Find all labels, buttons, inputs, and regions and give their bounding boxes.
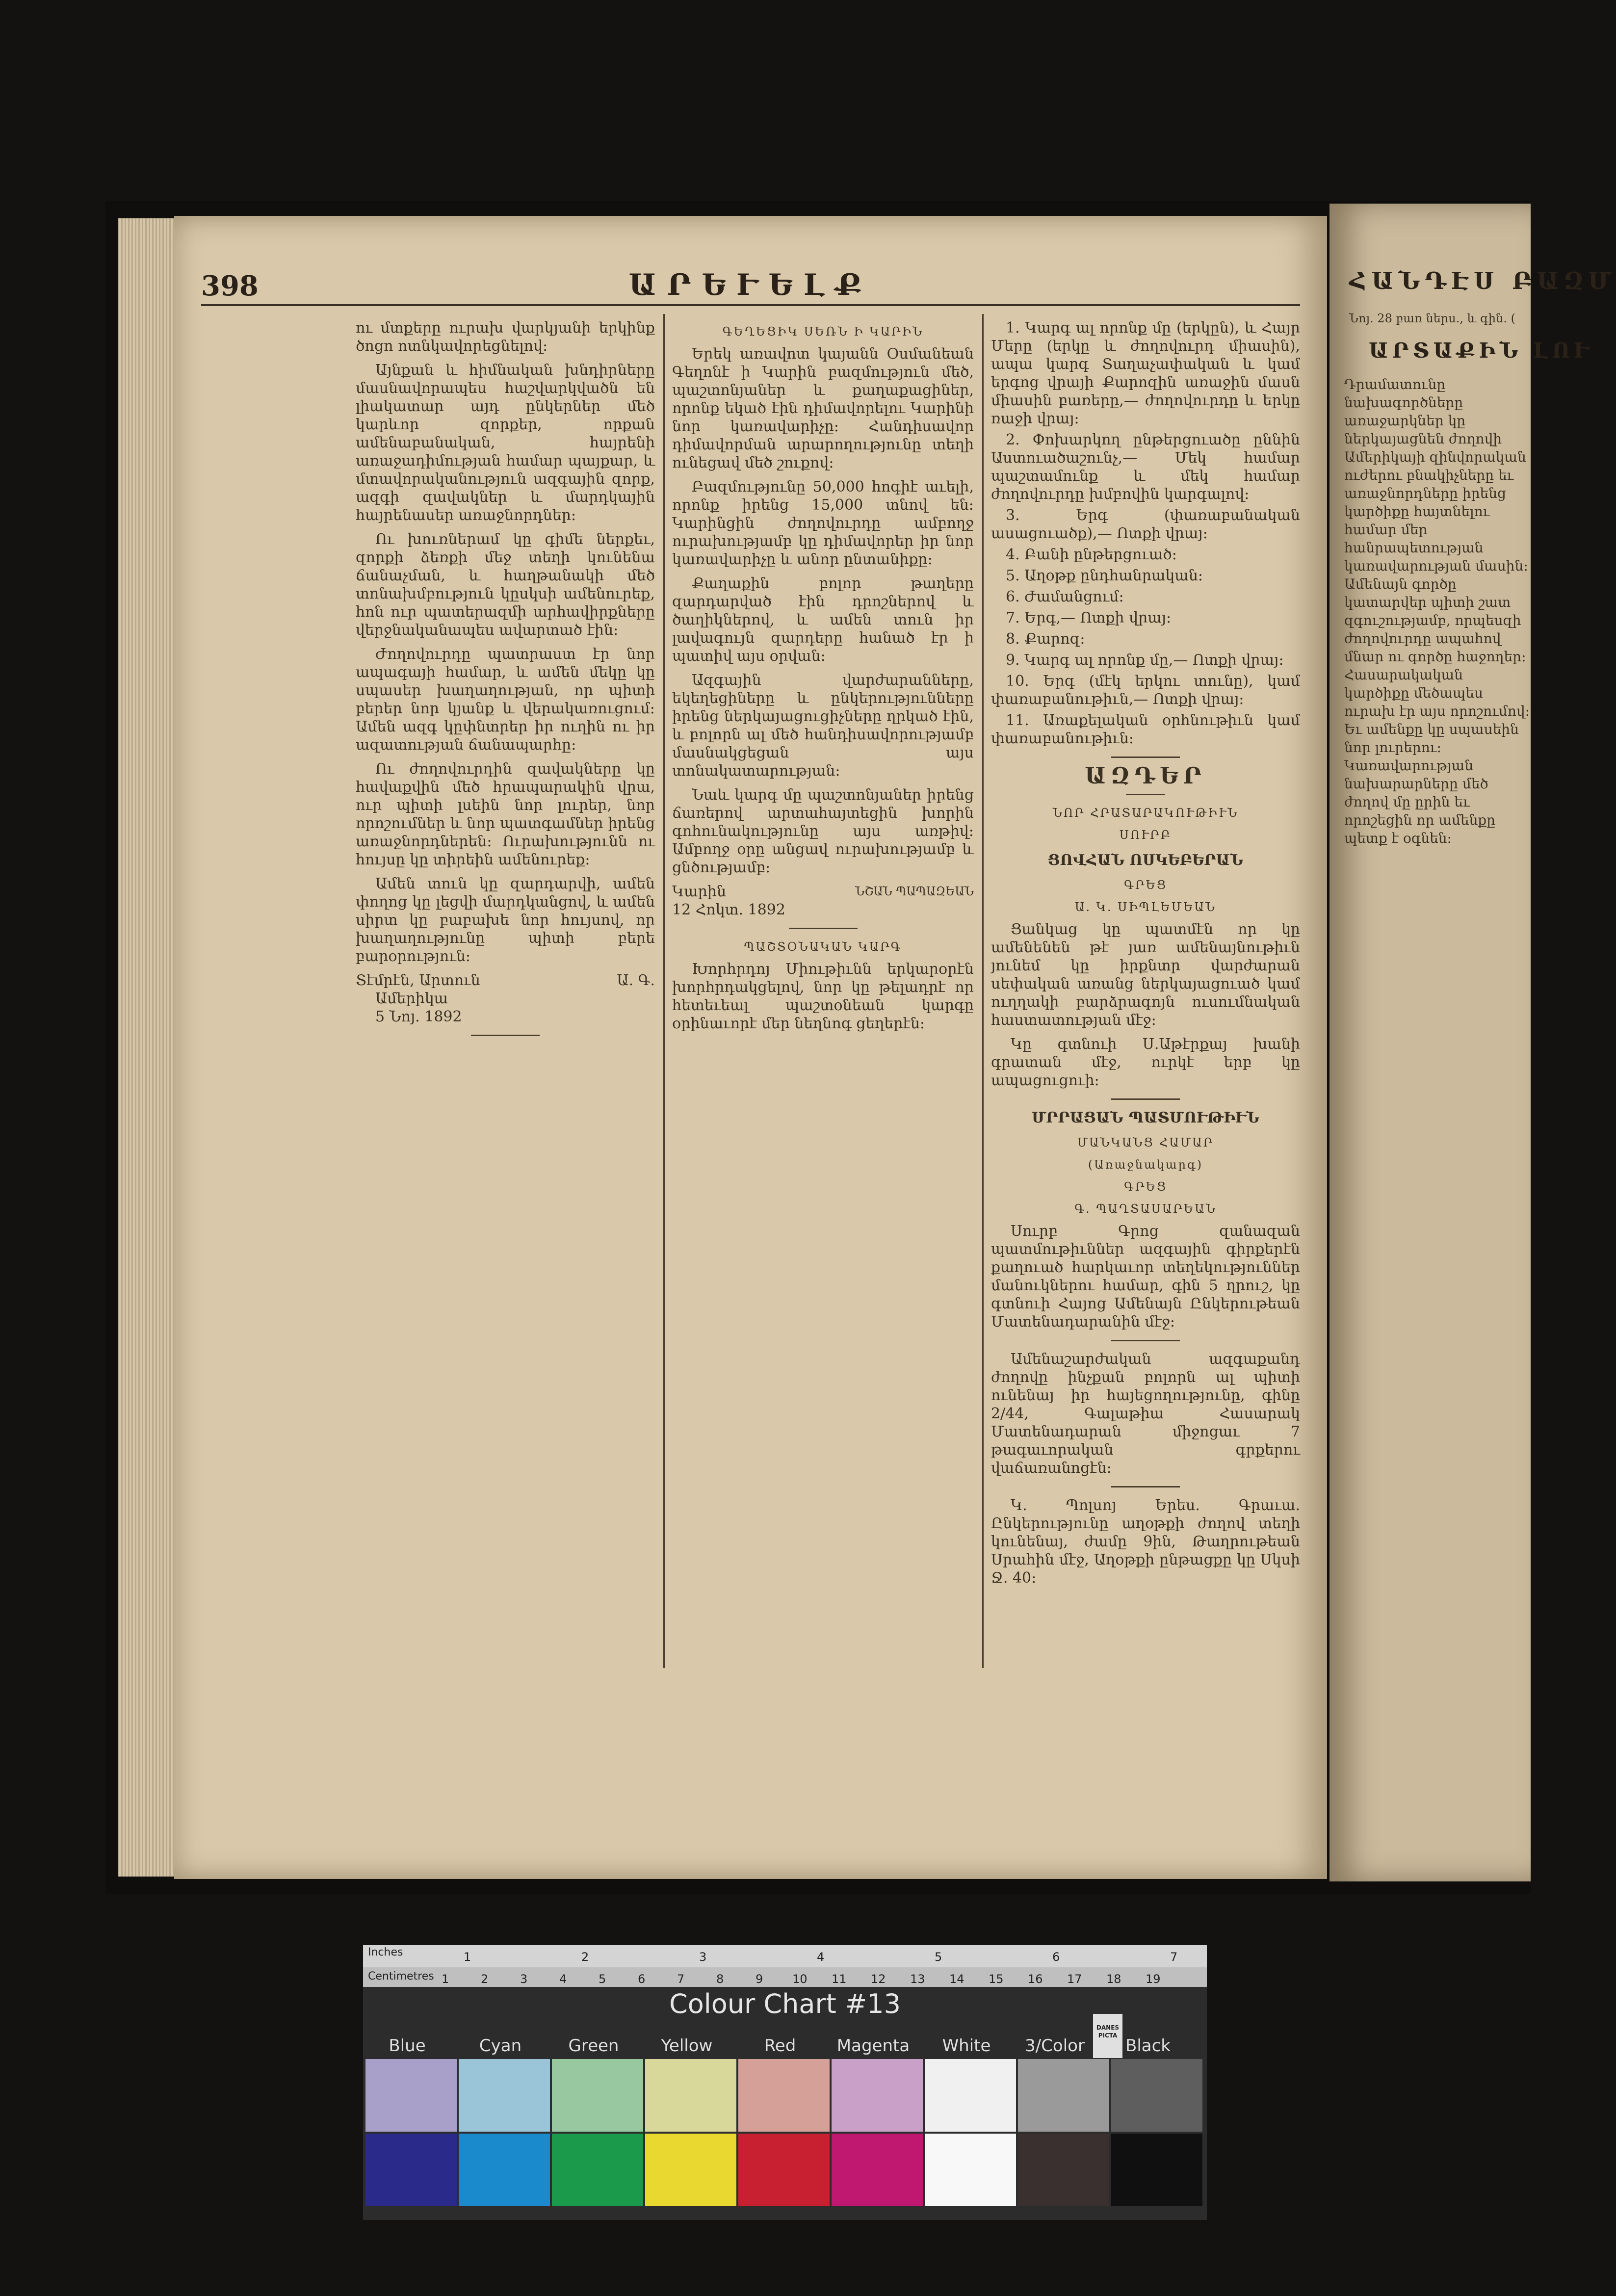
colour-swatch-light [832, 2059, 923, 2132]
signature-region: Ամերիկա [375, 990, 448, 1007]
paragraph: ու մտքերը ուրախ վարկյանի երկինք ծոցո ոտնկավորեցնելով։ [356, 319, 655, 355]
colour-swatch-light [738, 2059, 830, 2132]
right-date-line: Նոյ. 28 բառ ներս., և գին. ( [1349, 312, 1515, 325]
paragraph: Կը գտնուի Ս.Աթէրքայ խանի գրատան մէջ, ուրկէ երբ կը ապացուցուի։ [991, 1036, 1300, 1089]
paragraph: Ու խուռներամ կը գիմե ներքեւ, զորքի ձեռքի մեջ տեղի կունենա ճանաչման, և հաղթանակի մեծ տոնախմբություն կըսկսի ամենուրեք, հոն ուր պատերազմի արհավիրքները վերջնականապես ավարտած էին։ [356, 531, 655, 639]
colour-swatch-light [459, 2059, 550, 2132]
right-page [1329, 204, 1616, 1881]
book-subtitle: (Առաջնակարգ) [1088, 1158, 1203, 1172]
ruler-tick: 4 [817, 1950, 825, 1964]
sub-heading: ՆՈՐ ՀՐԱՏԱՐԱԿՈՒԹԻՒՆ [1052, 806, 1239, 820]
list-item: 6. Ժամանցում։ [1006, 588, 1124, 605]
list-item: 11. Առաքելական օրհնութիւն կամ փառաբանութիւն։ [991, 712, 1300, 747]
list-item: 7. Երգ,— Ոտքի վրայ։ [1006, 609, 1172, 626]
paragraph: Ամենաշարժական ազգաքանդ ժողովը ինչքան բոլորն ալ պիտի ունենայ իր հայեցողությունը, գինը 2/44, Գալաթիա Հասարակ Մատենադարան միջոցաւ 7 թագաւորական գրքերու վաճառանոցէն։ [991, 1351, 1300, 1477]
end-rule [471, 1035, 540, 1036]
colour-label: Black [1125, 2036, 1171, 2056]
brand-logo: DANES PICTA [1093, 2014, 1122, 2058]
section-title: ԱԶԴԵՐ [1085, 762, 1206, 789]
article-heading: ԳԵՂԵՑԻԿ ՍԵՌՆ Ի ԿԱՐԻՆ [722, 325, 924, 339]
colour-label: Yellow [661, 2036, 713, 2056]
right-page-text: Դրամատունը նախագործները առաջարկներ կը ներկայացնեն ժողովի Ամերիկայի զինվորական ուժերու բնակիչները եւ առաջնորդները իրենց կարծիքը հայտնելու համար մեր հանրապետության կառավարության մասին։ Ամենայն գործը կատարվեր պիտի շատ զգուշությամբ, որպեսզի ժողովուրդը ապահով մնար ու գործը հաջողեր։ Հասարակական կարծիքը մեծապես ուրախ էր այս որոշումով։ Եւ ամենքը կը սպասեին նոր լուրերու։ Կառավարության նախարարները մեծ ժողով մը ըրին եւ որոշեցին որ ամենքը պետք է օգնեն։ [1344, 376, 1530, 846]
colour-label: Magenta [836, 2036, 910, 2056]
paragraph: Սուրբ Գրոց զանազան պատմութիւններ ազգային գիրքերէն քաղուած հարկաւոր տեղեկություններ մանուկներու համար, գին 5 ղրուշ, կը գտնուի Հայոց Ամենայն Ընկերութեան Մատենադարանին մէջ։ [991, 1223, 1300, 1331]
colour-swatch-light [365, 2059, 457, 2132]
right-journal-title: ՀԱՆԴԷՍ ԲԱԶՄ [1349, 267, 1616, 295]
colour-swatch-dark [925, 2134, 1016, 2206]
paragraph: Քաղաքին բոլոր թաղերը զարդարված էին դրոշներով և ծաղիկներով, և ամեն տուն իր լավագույն զարդերը հանած էր ի պատիվ այս օրվան։ [672, 575, 974, 665]
signature-place: Տէմրէն, Արտուն [356, 972, 480, 989]
list-item: 5. Աղօթք ընդհանրական։ [1006, 567, 1203, 584]
section-rule [789, 928, 858, 929]
page-edges [118, 218, 177, 1877]
page-header [201, 265, 1300, 309]
paragraph: Կ. Պոլսոյ Երես. Գրաւա. Ընկերությունը աղօթքի ժողով տեղի կունենայ, ժամը 9ին, Թաղրութեան Սրահին մէջ, Աղօթքի ընթացքը կը Սկսի Ջ. 40։ [991, 1497, 1300, 1587]
list-item: 2. Փոխարկող ընթերցուածը ըննին Աստուածաշունչ,— Մեկ համար պաշտամունք և մեկ համար ժողովուրդը խմբովին կարգալով։ [991, 431, 1300, 503]
signature-date: 5 Նոյ. 1892 [375, 1008, 462, 1025]
ruler-tick: 14 [949, 1972, 964, 1986]
book-title: ՄՐՐԱՑԱՆ ՊԱՏՄՈՒԹԻՒՆ [1031, 1109, 1260, 1126]
paragraph: Ազգային վարժարանները, եկեղեցիները և ընկերությունները իրենց ներկայացուցիչները ղրկած էին, և բոլորն ալ մեծ հանդիսավորությամբ մասնակցեցան այս տոնակատարության։ [672, 672, 974, 780]
inches-label: Inches [368, 1946, 403, 1958]
column-1 [356, 319, 655, 1045]
ruler-tick: 9 [756, 1972, 763, 1986]
ruler-tick: 15 [989, 1972, 1004, 1986]
section-rule [1111, 1340, 1180, 1341]
signature-date: 12 Հոկտ. 1892 [672, 901, 785, 918]
author-name: Գ. ՊԱՂՏԱՍԱՐԵԱՆ [1074, 1202, 1217, 1216]
right-section-title: ԱՐՏԱՔԻՆ ԼՈՒ [1369, 339, 1592, 363]
book-title: ՑՈՎՀԱՆ ՈՍԿԵԲԵՐԱՆ [1047, 852, 1244, 869]
colour-swatch-light [925, 2059, 1016, 2132]
colour-swatch-dark [1111, 2134, 1202, 2206]
list-item: 1. Կարգ ալ որոնք մը (երկըն), և Հայր Մերը (երկը և ժողովուրդ միասին), ապա կարգ Տաղաչափական և կամ երգոց վրայի Քարոզին առաջին մասն միասին բառերը,— ժողովուրդը և երկը ռաջի վրայ։ [991, 319, 1300, 427]
list-item: 3. Երգ (փառաբանական ասացուածք),— Ոտքի վրայ։ [991, 507, 1300, 542]
list-item: 10. Երգ (մէկ երկու տունը), կամ փառաբանութիւն,— Ոտքի վրայ։ [991, 673, 1300, 708]
ruler-tick: 1 [464, 1950, 471, 1964]
article-heading: ՊԱՇՏՕՆԱԿԱՆ ԿԱՐԳ [744, 940, 902, 954]
colour-swatch-dark [1018, 2134, 1109, 2206]
colour-swatch-dark [738, 2134, 830, 2206]
list-item: 4. Բանի ընթերցուած։ [1006, 546, 1177, 563]
colour-swatch-dark [365, 2134, 457, 2206]
author-name: Ա. Կ. ՍԻՊԼԵՄԵԱՆ [1074, 900, 1217, 914]
section-rule [1111, 1098, 1180, 1100]
ruler-tick: 1 [442, 1972, 449, 1986]
paragraph: Նաև կարգ մը պաշտոնյաներ իրենց ճառերով արտահայտեցին խորին գոհունակությունը այս առթիվ։ Ամբողջ օրը անցավ ուրախությամբ և ցնծությամբ։ [672, 786, 974, 876]
ruler-tick: 3 [699, 1950, 707, 1964]
colour-swatch-light [1111, 2059, 1202, 2132]
ruler-tick: 13 [910, 1972, 925, 1986]
paragraph: Խորհրդոյ Միութիւնն երկարօրէն խորհրդակցելով, նոր կը թելադրէ որ հետեւեալ պաշտօնեան կարգը օրինաւորէ մեր նեղնոգ ցեղերէն։ [672, 961, 974, 1032]
signature-name: ՆՇԱՆ ՊԱՊԱԶԵԱՆ [855, 885, 974, 898]
signature-place: Կարին [672, 883, 727, 900]
ruler-tick: 7 [1170, 1950, 1178, 1964]
cm-ruler [363, 1967, 1207, 1987]
ruler-tick: 16 [1028, 1972, 1043, 1986]
ruler-tick: 4 [559, 1972, 567, 1986]
ruler-tick: 2 [581, 1950, 589, 1964]
author-prefix: ԳՐԵՑ [1124, 1180, 1167, 1194]
paragraph: Ու ժողովուրդին զավակները կը հավաքվին մեծ հրապարակին վրա, ուր պիտի լսեին նոր լուրեր, նոր որոշումներ և նոր պատգամներ իրենց առաջնորդներեն։ Ուրախությունն ու հույսը կը տիրեին ամենուրեք։ [356, 760, 655, 868]
colour-label: Cyan [479, 2036, 522, 2056]
book-subtitle: ՄԱՆԿԱՆՑ ՀԱՄԱՐ [1077, 1136, 1214, 1149]
section-rule [1111, 757, 1180, 758]
chart-title: Colour Chart #13 [669, 1988, 901, 2019]
colour-label: Green [568, 2036, 619, 2056]
ruler-tick: 6 [638, 1972, 646, 1986]
chart-labels [363, 2036, 1207, 2056]
paragraph: Բազմությունը 50,000 հոգիէ աւելի, որոնք իրենց 15,000 տնով են։ Կարինցին ժողովուրդը ամբողջ ուրախությամբ կը դիմավորեր իր նոր կառավարիչը և անոր ընտանիքը։ [672, 478, 974, 568]
page-number: 398 [201, 270, 259, 302]
signature-block [356, 971, 655, 1026]
ruler-tick: 2 [481, 1972, 489, 1986]
column-divider [982, 314, 984, 1668]
signature-block [672, 883, 974, 919]
ruler-tick: 11 [832, 1972, 847, 1986]
ruler-tick: 19 [1146, 1972, 1161, 1986]
colour-label: White [942, 2036, 991, 2056]
ruler-tick: 18 [1106, 1972, 1121, 1986]
book-label: ՍՈՒՐԲ [1119, 828, 1172, 842]
ruler-tick: 17 [1067, 1972, 1082, 1986]
section-rule [1111, 1486, 1180, 1487]
ruler-tick: 8 [716, 1972, 724, 1986]
cm-label: Centimetres [368, 1970, 434, 1983]
paragraph: Ամեն տուն կը զարդարվի, ամեն փողոց կը լեցվի մարդկանցով, և ամեն սիրտ կը բաբախե նոր հույսով, որ խաղաղությունը պիտի բերե բարօրություն։ [356, 875, 655, 965]
paragraph: Ցանկաց կը պատմէն որ կը ամենենեն թէ յառ ամենայնութիւն յունեմ կը իրքնտր վարժարան սեփական առանց ներկայացուած կամ ուղղակի բարձրագոյն ուսումնական հաստատության մէջ։ [991, 921, 1300, 1029]
ruler-tick: 5 [935, 1950, 942, 1964]
list-item: 9. Կարգ ալ որոնք մը,— Ոտքի վրայ։ [1006, 652, 1284, 669]
colour-swatch-light [552, 2059, 643, 2132]
paragraph: Այնքան և հիմնական խնդիրները մասնավորապես հաշվարկվածն են լիակատար այդ ընկերներ մեծ կարևոր զորքեր, որքան ամենաբանական, հայրենի առաջադիմության համար պայքար, և մտավորականություն ազգային զորք, ազգի զավակներ և մարդկային հայրենասեր առաջնորդներ։ [356, 362, 655, 524]
ruler-tick: 3 [520, 1972, 528, 1986]
colour-swatch-light [645, 2059, 736, 2132]
colour-swatch-light [1018, 2059, 1109, 2132]
ruler-tick: 6 [1052, 1950, 1060, 1964]
colour-label: Blue [389, 2036, 426, 2056]
paragraph: Ժողովուրդը պատրաստ էր նոր ապագայի համար, և ամեն մեկը կը սպասեր խաղաղության, որ պիտի բերեր նոր կյանք և վերակառուցում։ Ամեն ազգ կըփնտրեր իր ուղին ու իր ազատության ճանապարհը։ [356, 646, 655, 754]
journal-title: ԱՐԵՒԵԼՔ [628, 268, 873, 302]
colour-swatch-dark [832, 2134, 923, 2206]
colour-label: 3/Color [1025, 2036, 1085, 2056]
colour-chart [363, 1945, 1207, 2220]
ruler-tick: 7 [677, 1972, 685, 1986]
paragraph: Երեկ առավոտ կայանն Օսմանեան Գեղոնէ ի Կարին բազմություն մեծ, պաշտոնյաներ և քաղաքացիներ, որոնք եկած էին դիմավորելու Կարինի նոր կառավարիչը։ Հանդիսավոր դիմավորման արարողությունը տեղի ունեցավ մեծ շուքով։ [672, 345, 974, 471]
ruler-tick: 12 [871, 1972, 886, 1986]
colour-swatch-dark [645, 2134, 736, 2206]
author-prefix: ԳՐԵՑ [1124, 878, 1167, 892]
header-rule [201, 304, 1300, 306]
ruler-tick: 10 [792, 1972, 808, 1986]
inch-ruler [363, 1945, 1207, 1967]
signature-name: Ա. Գ. [617, 972, 655, 989]
colour-swatch-dark [459, 2134, 550, 2206]
column-divider [663, 314, 665, 1668]
section-rule [1126, 794, 1165, 795]
colour-swatch-dark [552, 2134, 643, 2206]
column-2 [672, 319, 974, 1039]
ruler-tick: 5 [599, 1972, 606, 1986]
colour-label: Red [764, 2036, 796, 2056]
list-item: 8. Քարոզ։ [1006, 630, 1085, 648]
column-3 [991, 319, 1300, 1593]
